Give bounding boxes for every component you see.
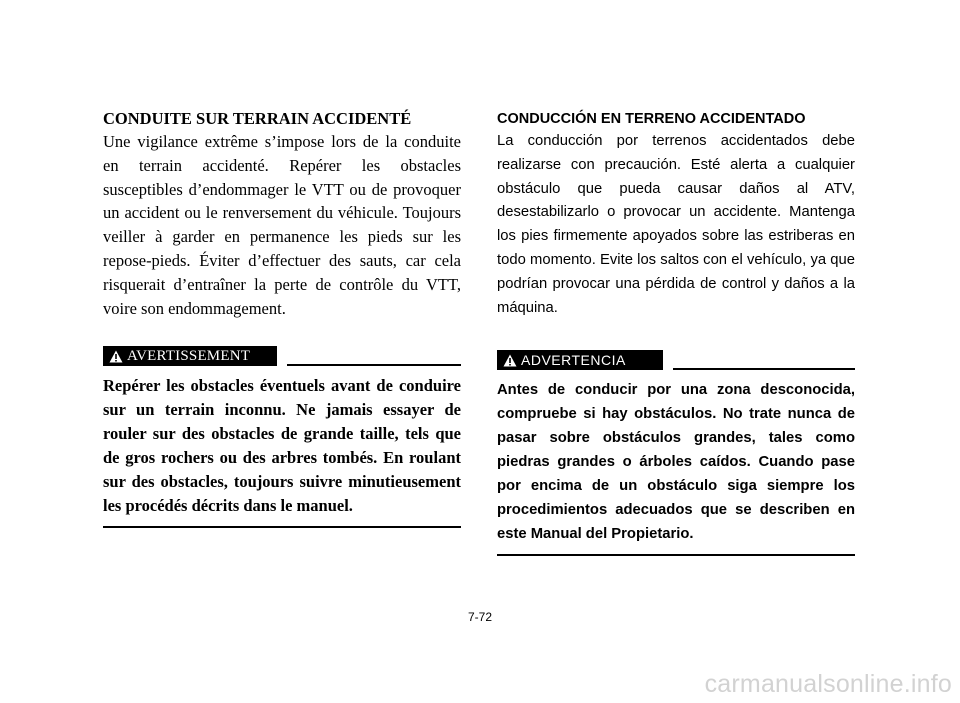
spanish-warning-label-box [497, 350, 663, 370]
french-column [103, 108, 461, 528]
spanish-end-rule [497, 554, 855, 556]
warning-triangle-icon [503, 354, 517, 367]
page-number: 7-72 [467, 610, 493, 624]
french-warning-label-box [103, 346, 277, 366]
watermark: carmanualsonline.info [704, 670, 952, 698]
french-body: Une vigilance extrême s’impose lors de la conduite en terrain accidenté. Repérer les obstacles susceptibles d’endommager le VTT ou de provoquer un accident ou le renversement du véhicule. Toujours veiller à garder en permanence les pieds sur les repose-pieds. Éviter d’effectuer des sauts, car cela risquerait d’entraîner la perte de contrôle du VTT, voire son endommagement. [103, 132, 461, 318]
french-warning-rule [287, 364, 461, 366]
spanish-warning-rule [673, 368, 855, 370]
french-warning-label: AVERTISSEMENT [127, 347, 251, 364]
spanish-column [497, 108, 855, 556]
warning-triangle-icon [109, 350, 123, 363]
spanish-body: La conducción por terrenos accidentados debe realizarse con precaución. Esté alerta a cualquier obstáculo que pueda causar daños al ATV, desestabilizarlo o provocar un accidente. Mantenga los pies firmemente apoyados sobre las estriberas en todo momento. Evite los saltos con el vehículo, ya que podrían provocar una pérdida de control y daños a la máquina. [497, 133, 855, 316]
french-warning-body: Repérer les obstacles éventuels avant de conduire sur un terrain inconnu. Ne jamais essayer de rouler sur des obstacles de grande taille, tels que de gros rochers ou des arbres tombés. En roulant sur des obstacles, toujours suivre minutieusement les procédés décrits dans le manuel. [103, 376, 461, 516]
spanish-warning-body: Antes de conducir por una zona desconocida, compruebe si hay obstáculos. No trate nunca de pasar sobre obstáculos grandes, tales como piedras grandes o árboles caídos. Cuando pase por encima de un obstáculo siga siempre los procedimientos adecuados que se describen en este Manual del Propietario. [497, 382, 855, 543]
french-heading: CONDUITE SUR TERRAIN ACCIDENTÉ [103, 109, 412, 128]
french-end-rule [103, 526, 461, 528]
spanish-warning-header [497, 348, 855, 370]
spanish-heading: CONDUCCIÓN EN TERRENO ACCIDENTADO [497, 111, 806, 127]
french-warning-header [103, 344, 461, 366]
spanish-warning-label: ADVERTENCIA [521, 352, 626, 369]
